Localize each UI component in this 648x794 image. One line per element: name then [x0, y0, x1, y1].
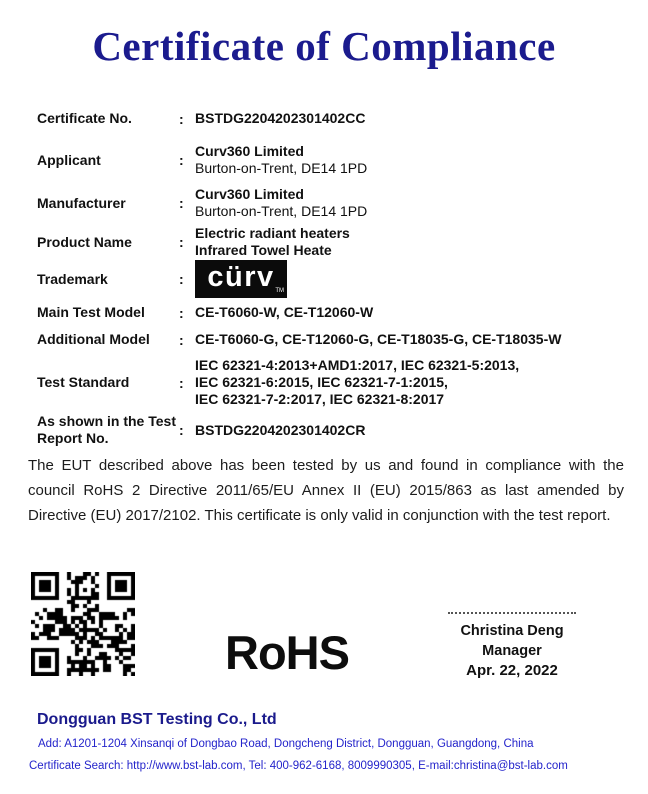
certificate-details	[37, 110, 622, 447]
qr-code	[31, 572, 135, 676]
detail-label: Certificate No.	[37, 110, 132, 126]
signature-date: Apr. 22, 2022	[466, 662, 558, 679]
detail-colon: :	[179, 271, 184, 287]
detail-colon: :	[179, 331, 184, 348]
detail-label: Applicant	[37, 151, 101, 168]
main-test-model-value: CE-T6060-W, CE-T12060-W	[195, 304, 374, 320]
rohs-mark: RoHS	[225, 626, 349, 679]
detail-colon: :	[179, 152, 184, 168]
detail-label: Trademark	[37, 270, 108, 287]
detail-label: Product Name	[37, 233, 132, 250]
trademark-tm-symbol: TM	[275, 288, 284, 294]
certificate-number-value: BSTDG2204202301402CC	[195, 110, 366, 126]
detail-row-test-report-no	[37, 413, 622, 447]
detail-row-applicant	[37, 143, 622, 177]
detail-row-additional-model	[37, 331, 622, 348]
issuer-contact-info: Certificate Search: http://www.bst-lab.com, Tel: 400-962-6168, 8009990305, E-mail:christina@bst-lab.com	[29, 760, 568, 772]
manufacturer-address: Burton-on-Trent, DE14 1PD	[195, 203, 368, 219]
issuer-address: Add: A1201-1204 Xinsanqi of Dongbao Road, Dongcheng District, Dongguan, Guangdong, China	[38, 738, 534, 750]
applicant-name: Curv360 Limited	[195, 143, 304, 159]
signature-dotted-line	[448, 612, 576, 614]
manufacturer-name: Curv360 Limited	[195, 186, 304, 202]
detail-colon: :	[179, 234, 184, 250]
test-report-number-value: BSTDG2204202301402CR	[195, 421, 366, 438]
detail-row-manufacturer	[37, 186, 622, 220]
product-name-line2: Infrared Towel Heate	[195, 242, 332, 258]
detail-row-test-standard	[37, 357, 622, 408]
curv-logo-text: cürv	[207, 260, 275, 293]
additional-model-value: CE-T6060-G, CE-T12060-G, CE-T18035-G, CE-T18035-W	[195, 331, 562, 347]
detail-colon: :	[179, 422, 184, 438]
test-standard-line3: IEC 62321-7-2:2017, IEC 62321-8:2017	[195, 391, 445, 407]
test-standard-line1: IEC 62321-4:2013+AMD1:2017, IEC 62321-5:2013,	[195, 357, 520, 373]
product-name-line1: Electric radiant heaters	[195, 225, 350, 241]
issuer-company-name: Dongguan BST Testing Co., Ltd	[37, 711, 277, 728]
compliance-statement: The EUT described above has been tested by us and found in compliance with the council RoHS 2 Directive 2011/65/EU Annex II (EU) 2015/863 as last amended by Directive (EU) 2017/2102. This certificate is only valid in conjunction with the test report.	[28, 457, 624, 524]
detail-row-main-test-model	[37, 304, 622, 321]
signatory-name: Christina Deng	[460, 623, 564, 639]
detail-label: Test Standard	[37, 374, 130, 390]
detail-colon: :	[179, 195, 184, 211]
applicant-address: Burton-on-Trent, DE14 1PD	[195, 160, 368, 176]
test-standard-line2: IEC 62321-6:2015, IEC 62321-7-1:2015,	[195, 374, 448, 390]
signatory-role: Manager	[482, 643, 542, 659]
detail-label: Manufacturer	[37, 194, 126, 211]
detail-row-trademark	[37, 260, 622, 298]
detail-label: Additional Model	[37, 331, 150, 347]
signature-block	[432, 612, 592, 681]
detail-row-certificate-no	[37, 110, 622, 127]
detail-label: Main Test Model	[37, 304, 145, 320]
detail-label: As shown in the Test Report No.	[37, 413, 176, 446]
detail-colon: :	[179, 110, 184, 127]
detail-colon: :	[179, 304, 184, 321]
detail-row-product-name	[37, 225, 622, 259]
detail-colon: :	[179, 374, 184, 391]
certificate-title: Certificate of Compliance	[92, 23, 556, 69]
curv-trademark-logo	[195, 260, 287, 298]
